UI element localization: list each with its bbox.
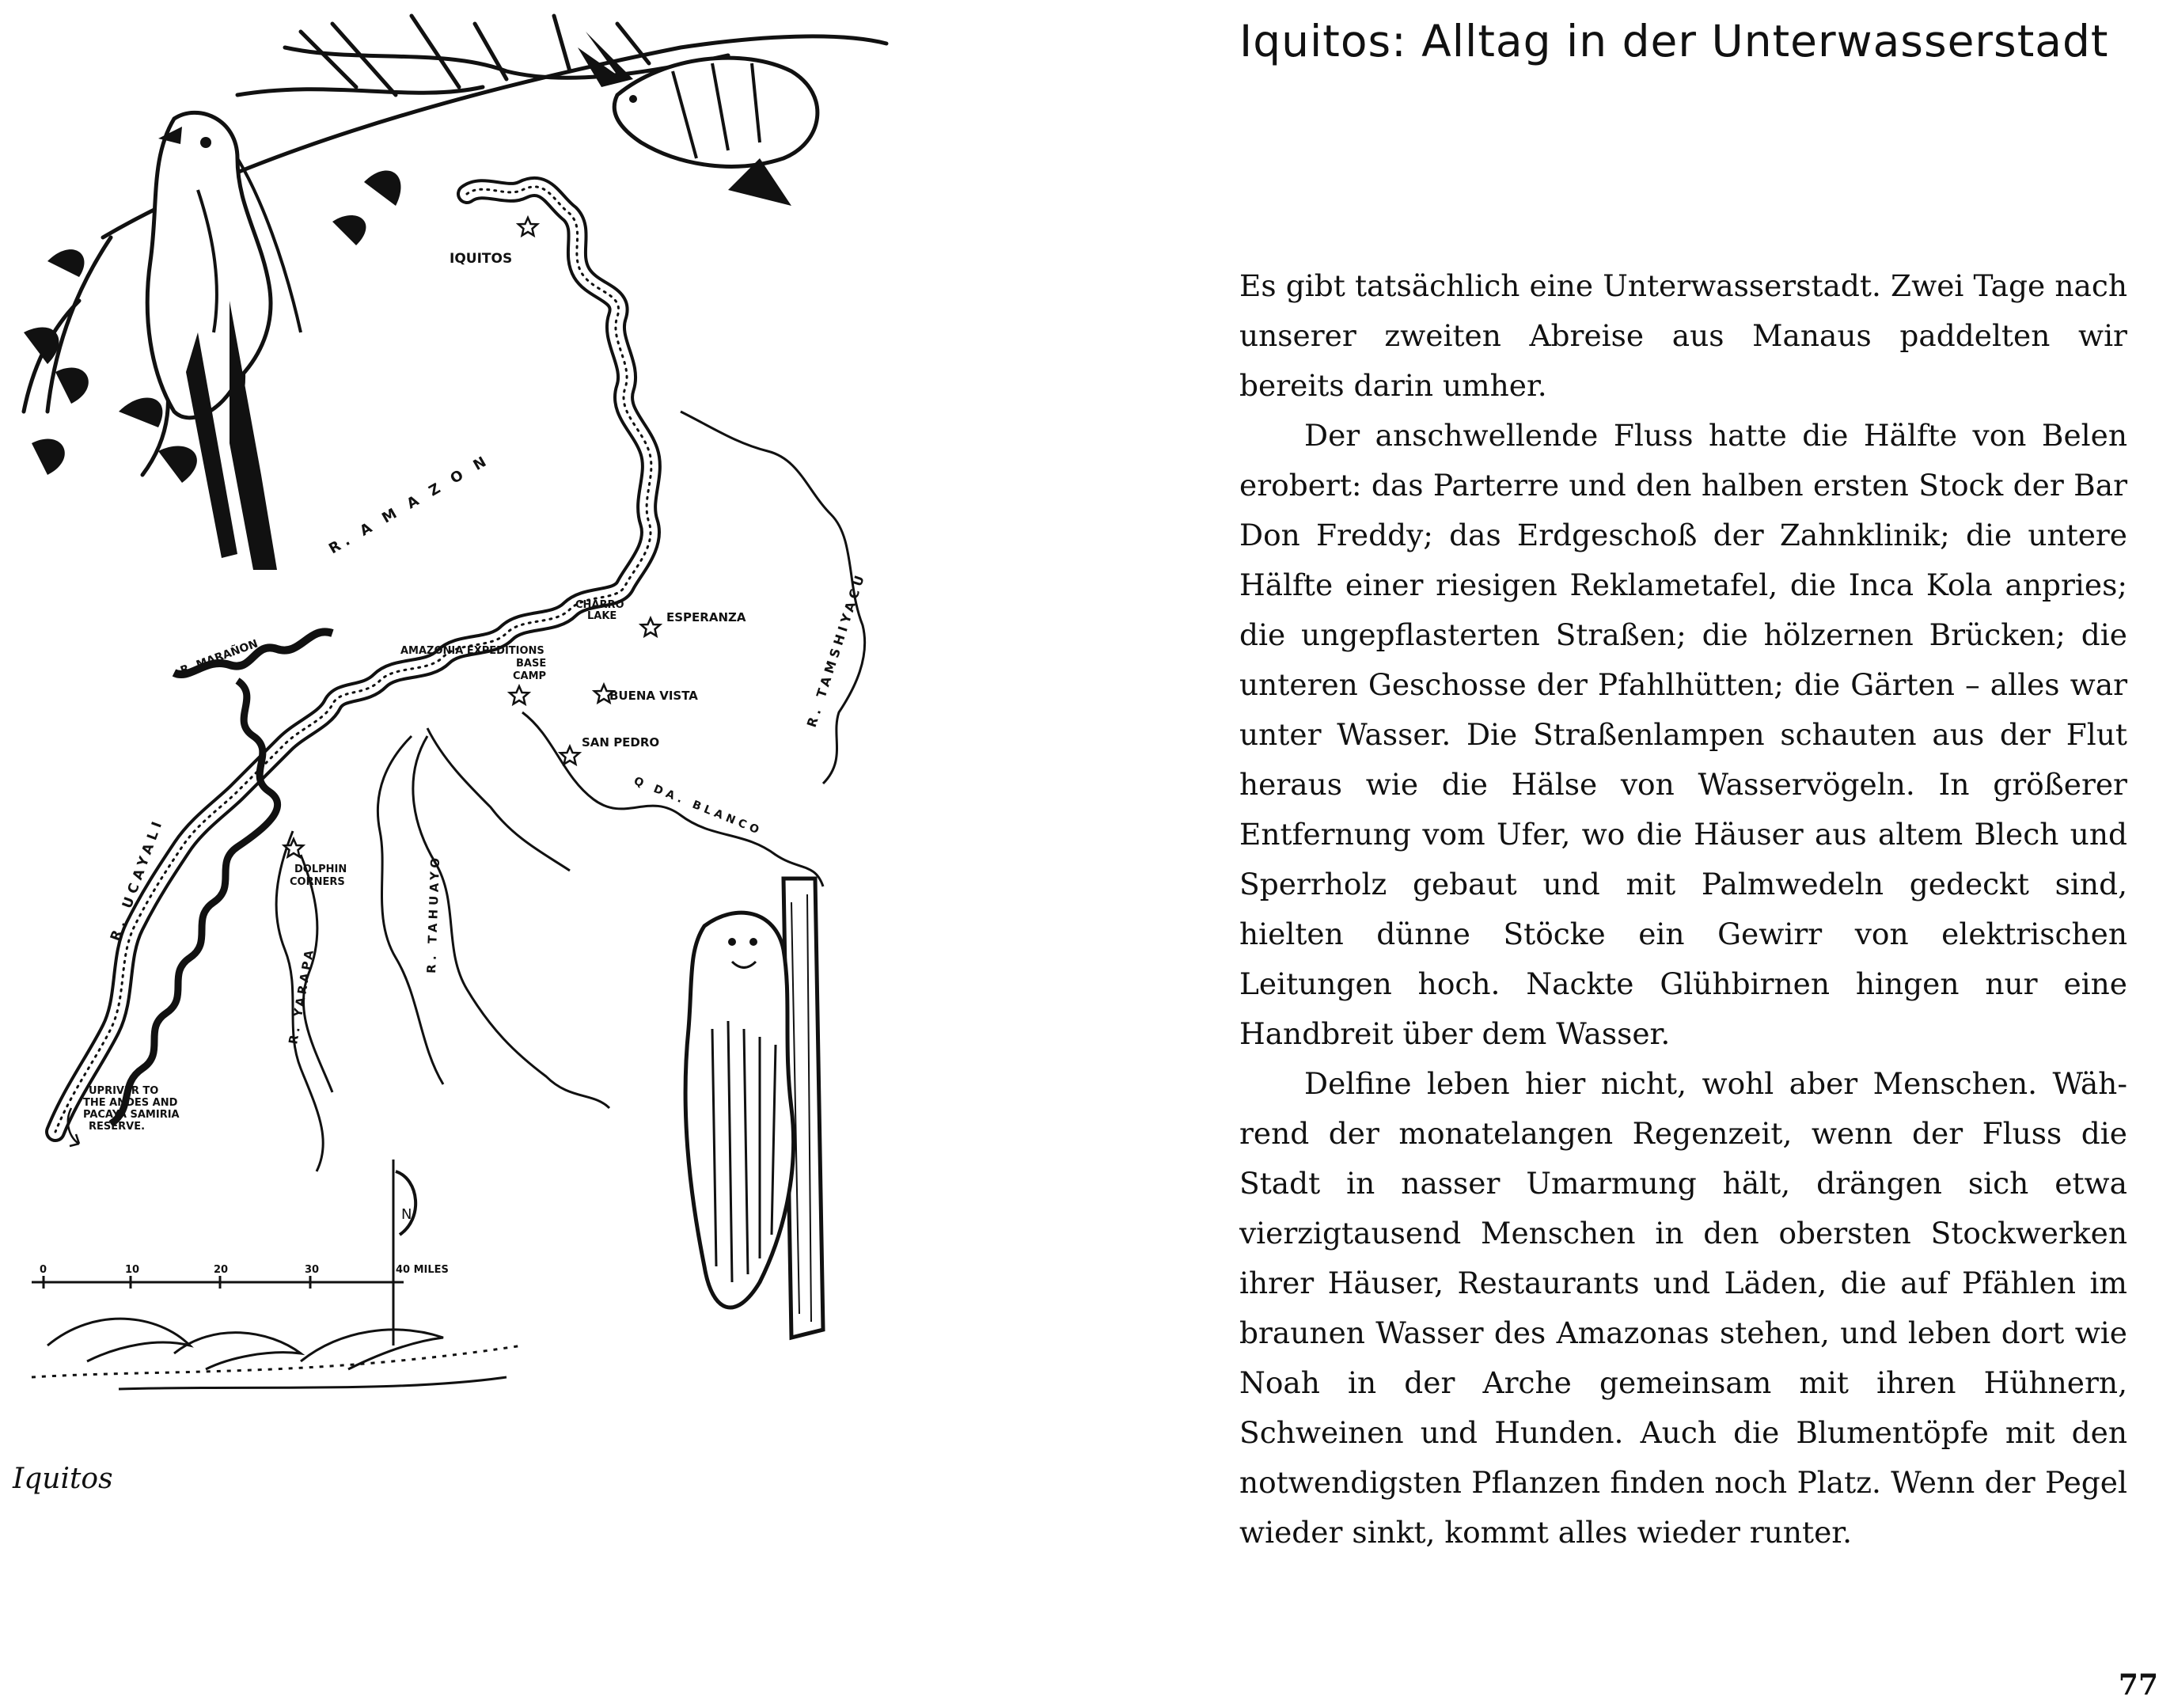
scale-label: 0 <box>40 1264 47 1276</box>
north-arrow-icon <box>393 1160 415 1346</box>
label-maranon: R. MARAÑON <box>178 637 260 678</box>
label-ucayali: R. UCAYALI <box>107 815 167 943</box>
river-amazon <box>55 187 651 1132</box>
chapter-title: Iquitos: Alltag in der Unterwasserstadt <box>1239 16 2109 66</box>
star-icon <box>641 618 660 636</box>
scale-label: 30 <box>305 1264 320 1276</box>
scale-label: 10 <box>125 1264 140 1276</box>
right-page <box>1092 0 2174 1708</box>
map-illustration <box>0 0 934 1409</box>
bird-icon <box>147 112 301 570</box>
north-label: N <box>401 1206 412 1223</box>
label-charro-lake: CHARRO LAKE <box>575 599 624 622</box>
label-buena-vista: BUENA VISTA <box>609 689 698 703</box>
label-san-pedro: SAN PEDRO <box>582 735 660 750</box>
paragraph: Es gibt tatsächlich eine Unterwasserstadt. Zwei Tage nach unserer zweiten Abreise aus Manaus paddelten wir bereits darin umher. <box>1239 268 2127 403</box>
scale-label: 40 MILES <box>396 1264 449 1276</box>
star-icon <box>284 839 303 857</box>
label-iquitos: IQUITOS <box>450 251 513 267</box>
dolphin-icon <box>32 1319 522 1389</box>
bird-icon <box>578 32 818 206</box>
sloth-icon <box>685 879 823 1338</box>
star-icon <box>510 686 529 704</box>
label-tahuayo: R. TAHUAYO <box>424 853 443 974</box>
figure-caption: Iquitos <box>13 1463 113 1495</box>
body-text <box>1239 261 2127 1558</box>
page-number: 77 <box>2118 1668 2158 1702</box>
star-icon <box>560 746 579 765</box>
label-base-camp: AMAZONIA EXPEDITIONS BASE CAMP <box>400 645 547 682</box>
label-esperanza: ESPERANZA <box>666 610 746 624</box>
label-amazon: R. A M A Z O N <box>326 451 494 558</box>
star-icon <box>518 218 537 236</box>
label-blanco: Q DA. BLANCO <box>632 774 765 838</box>
label-dolphin-corners: DOLPHIN CORNERS <box>290 863 347 888</box>
label-tamshiyacu: R. TAMSHIYACU <box>803 570 869 730</box>
label-yarapa: R. YARAPA <box>286 946 317 1046</box>
paragraph: Der anschwellende Fluss hatte die Hälfte von Belen erobert: das Parterre und den halben ersten Stock der Bar Don Freddy; das Erdgeschoß der Zahnklinik; die untere Hälfte einer riesigen Reklametafel, die Inca Kola anpries; die ungepflasterten Straßen; die hölzernen Brücken; die unteren Geschosse der Pfahlhütten; die Gärten – alles war unter Wasser. Die Straßenlampen schauten aus der Flut heraus wie die Hälse von Wasservögeln. In größerer Entfernung vom Ufer, wo die Häuser aus altem Blech und Sperrholz gebaut und mit Palmwedeln gedeckt sind, hielten dünne Stöcke ein Gewirr von elektrischen Leitungen hoch. Nackte Glühbirnen hingen nur eine Handbreit über dem Wasser. <box>1239 418 2127 1051</box>
scale-bar <box>32 1264 449 1289</box>
paragraph: Delfine leben hier nicht, wohl aber Menschen. Während der monatelangen Regenzeit, wenn der Fluss die Stadt in nasser Umarmung hält, drängen sich etwa vierzigtausend Menschen in den obersten Stockwerken ihrer Häuser, Restaurants und Läden, die auf Pfählen im braunen Wasser des Amazonas stehen, und leben dort wie Noah in der Arche gemeinsam mit ihren Hühnern, Schweinen und Hunden. Auch die Blumentöpfe mit den notwendigsten Pflanzen finden noch Platz. Wenn der Pegel wieder sinkt, kommt alles wieder runter. <box>1239 1066 2127 1550</box>
label-upriver: UPRIVER TO THE ANDES AND PACAYA SAMIRIA RESERVE. <box>83 1085 180 1133</box>
scale-label: 20 <box>214 1264 229 1276</box>
